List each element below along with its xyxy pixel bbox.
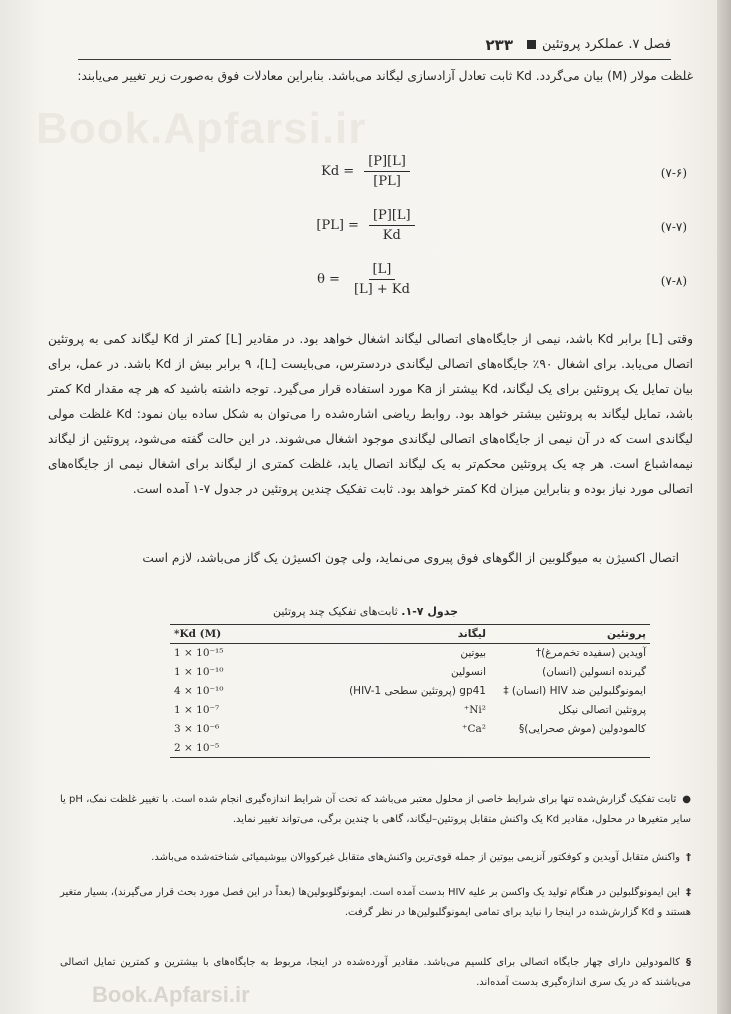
footnote-mark: § xyxy=(686,957,691,968)
cell-kd: 1 × 10⁻⁷ xyxy=(174,704,220,716)
table-caption xyxy=(0,605,731,618)
cell-ligand: gp41 (پروتئین سطحی HIV-1) xyxy=(349,685,486,697)
equation-denominator: [PL] xyxy=(373,174,401,189)
footnote xyxy=(60,790,691,830)
dissociation-constants-table xyxy=(170,624,650,758)
cell-ligand: Ni²⁺ xyxy=(463,704,486,716)
cell-kd: 1 × 10⁻¹⁰ xyxy=(174,666,224,678)
footnote-text: کالمودولین دارای چهار جایگاه اتصالی برای کلسیم می‌باشد. مقادیر آورده‌شده در اینجا، مربوط به جایگاه‌های با بیشترین و کمترین تمایل اتصالی می‌باشند که در یک سری اندازه‌گیری بدست آمده‌اند. xyxy=(60,957,691,988)
cell-ligand: انسولین xyxy=(451,666,486,678)
equation-fraction xyxy=(364,154,410,189)
equation-number: (۷-۸) xyxy=(660,274,687,288)
header-kd: *Kd (M) xyxy=(170,625,261,644)
table-caption-text: ثابت‌های تفکیک چند پروتئین xyxy=(272,605,398,618)
header-square-icon xyxy=(527,40,536,49)
table-row xyxy=(170,682,650,701)
footnote xyxy=(60,848,691,868)
equation-7-6 xyxy=(0,154,731,200)
equation-denominator: [L] + Kd xyxy=(353,282,410,297)
page-number: ۲۳۳ xyxy=(485,35,513,54)
equation-lhs: [PL] = xyxy=(316,218,359,233)
footnote xyxy=(60,953,691,993)
header-protein: پروتئین xyxy=(490,625,650,644)
equation-fraction xyxy=(350,262,414,297)
cell-ligand: بیوتین xyxy=(460,647,486,660)
equation-fraction xyxy=(369,208,415,243)
equation-7-8 xyxy=(0,262,731,308)
cell-protein: ایمونوگلبولین ضد HIV (انسان) ‡ xyxy=(503,685,646,697)
equation-numerator: [L] xyxy=(369,262,396,280)
cell-ligand: Ca²⁺ xyxy=(461,723,486,735)
equation-lhs: θ = xyxy=(317,272,340,287)
footnote-mark: ‡ xyxy=(685,887,691,898)
table-row xyxy=(170,663,650,682)
page-edge-shadow xyxy=(717,0,731,1014)
footnote-text: ثابت تفکیک گزارش‌شده تنها برای شرایط خاصی از محلول معتبر می‌باشد که تحت آن شرایط اندازه‌گیری انجام شده است. با تغییر غلظت نمک، pH یا سایر متغیرها در محلول، مقادیر Kd یک واکنش متقابل پروتئین–لیگاند، گاهی با چندین برگی، می‌تواند تغییر نماید. xyxy=(60,794,691,825)
equation-7-7 xyxy=(0,208,731,254)
header-ligand: لیگاند xyxy=(261,625,490,644)
footnote-text: این ایمونوگلبولین در هنگام تولید یک واکسن بر علیه HIV بدست آمده است. ایمونوگلوبولین‌ها (بعداً در این فصل مورد بحث قرار می‌گیرند)، بسیار متغیر هستند و Kd گزارش‌شده در اینجا را نباید برای تمامی ایمونوگلبولین‌ها در نظر گرفت. xyxy=(60,887,691,918)
footnote-mark: ● xyxy=(682,794,691,805)
cell-protein: آویدین (سفیده تخم‌مرغ)† xyxy=(535,647,646,660)
table-row xyxy=(170,739,650,758)
table-row xyxy=(170,644,650,663)
watermark-bottom: Book.Apfarsi.ir xyxy=(92,982,250,1007)
table-row xyxy=(170,720,650,739)
table-caption-label: جدول ۷-۱. xyxy=(401,605,458,618)
running-header xyxy=(78,34,671,60)
equation-denominator: Kd xyxy=(382,228,401,243)
footnote-text: واکنش متقابل آویدین و کوفکتور آنزیمی بیوتین از جمله قوی‌ترین واکنش‌های متقابل غیرکووالان بیوشیمیائی شناخته‌شده می‌باشد. xyxy=(151,852,680,863)
watermark-top: Book.Apfarsi.ir xyxy=(36,104,367,153)
table-header-row xyxy=(170,625,650,644)
equation-lhs: Kd = xyxy=(321,164,355,179)
equation-number: (۷-۷) xyxy=(660,220,687,234)
cell-protein: پروتئین اتصالی نیکل xyxy=(558,704,646,716)
chapter-title: فصل ۷. عملکرد پروتئین xyxy=(542,37,671,52)
footnote xyxy=(60,883,691,923)
equation-numerator: [P][L] xyxy=(369,208,415,226)
paragraph-intro: غلظت مولار (M) بیان می‌گردد. Kd ثابت تعادل آزادسازی لیگاند می‌باشد. بنابراین معادلات فوق به‌صورت زیر تغییر می‌یابند: xyxy=(77,69,693,83)
cell-protein: کالمودولین (موش صحرایی)§ xyxy=(518,723,646,735)
footnote-mark: † xyxy=(686,852,691,863)
cell-kd: 3 × 10⁻⁶ xyxy=(174,723,220,735)
cell-kd: 4 × 10⁻¹⁰ xyxy=(174,685,224,697)
paragraph-oxygen: اتصال اکسیژن به میوگلوبین از الگوهای فوق پیروی می‌نماید، ولی چون اکسیژن یک گاز می‌باشد، لازم است xyxy=(142,551,679,565)
equation-numerator: [P][L] xyxy=(364,154,410,172)
cell-kd: 1 × 10⁻¹⁵ xyxy=(174,647,224,660)
paragraph-dissociation: وقتی [L] برابر Kd باشد، نیمی از جایگاه‌های اتصالی لیگاند اشغال خواهد بود. در مقادیر [L] کمتر از Kd لیگاند کمی به پروتئین اتصال می‌یابد. برای اشغال ۹۰٪ جایگاه‌های اتصالی لیگاندی دردسترس، می‌بایست [L]، ۹ برابر بیش از Kd باشد. در عمل، برای بیان تمایل یک پروتئین برای یک لیگاند، Kd بیشتر از Ka مورد استفاده قرار می‌گیرد. توجه داشته باشید که هر چه مقدار Kd کمتر باشد، تمایل لیگاند به پروتئین بیشتر خواهد بود. روابط ریاضی اشاره‌شده را می‌توان به شکل ساده بیان نمود: Kd غلظت مولی لیگاندی است که در آن نیمی از جایگاه‌های اتصالی لیگاندی موجود اشغال می‌شوند. در این حالت گفته می‌شود، پروتئین از لیگاند نیمه‌اشباع است. هر چه یک پروتئین محکم‌تر به یک لیگاند اتصال یابد، غلظت کمتری از لیگاند برای اشغال نیمی از جایگاه‌های اتصالی مورد نیاز بوده و بنابراین میزان Kd کمتر خواهد بود. ثابت تفکیک چندین پروتئین در جدول ۷-۱ آمده است. xyxy=(48,332,693,496)
cell-kd: 2 × 10⁻⁵ xyxy=(170,739,261,758)
cell-ligand xyxy=(261,739,490,758)
equation-number: (۷-۶) xyxy=(660,166,687,180)
table-row xyxy=(170,701,650,720)
cell-protein xyxy=(490,739,650,758)
cell-protein: گیرنده انسولین (انسان) xyxy=(542,666,646,678)
